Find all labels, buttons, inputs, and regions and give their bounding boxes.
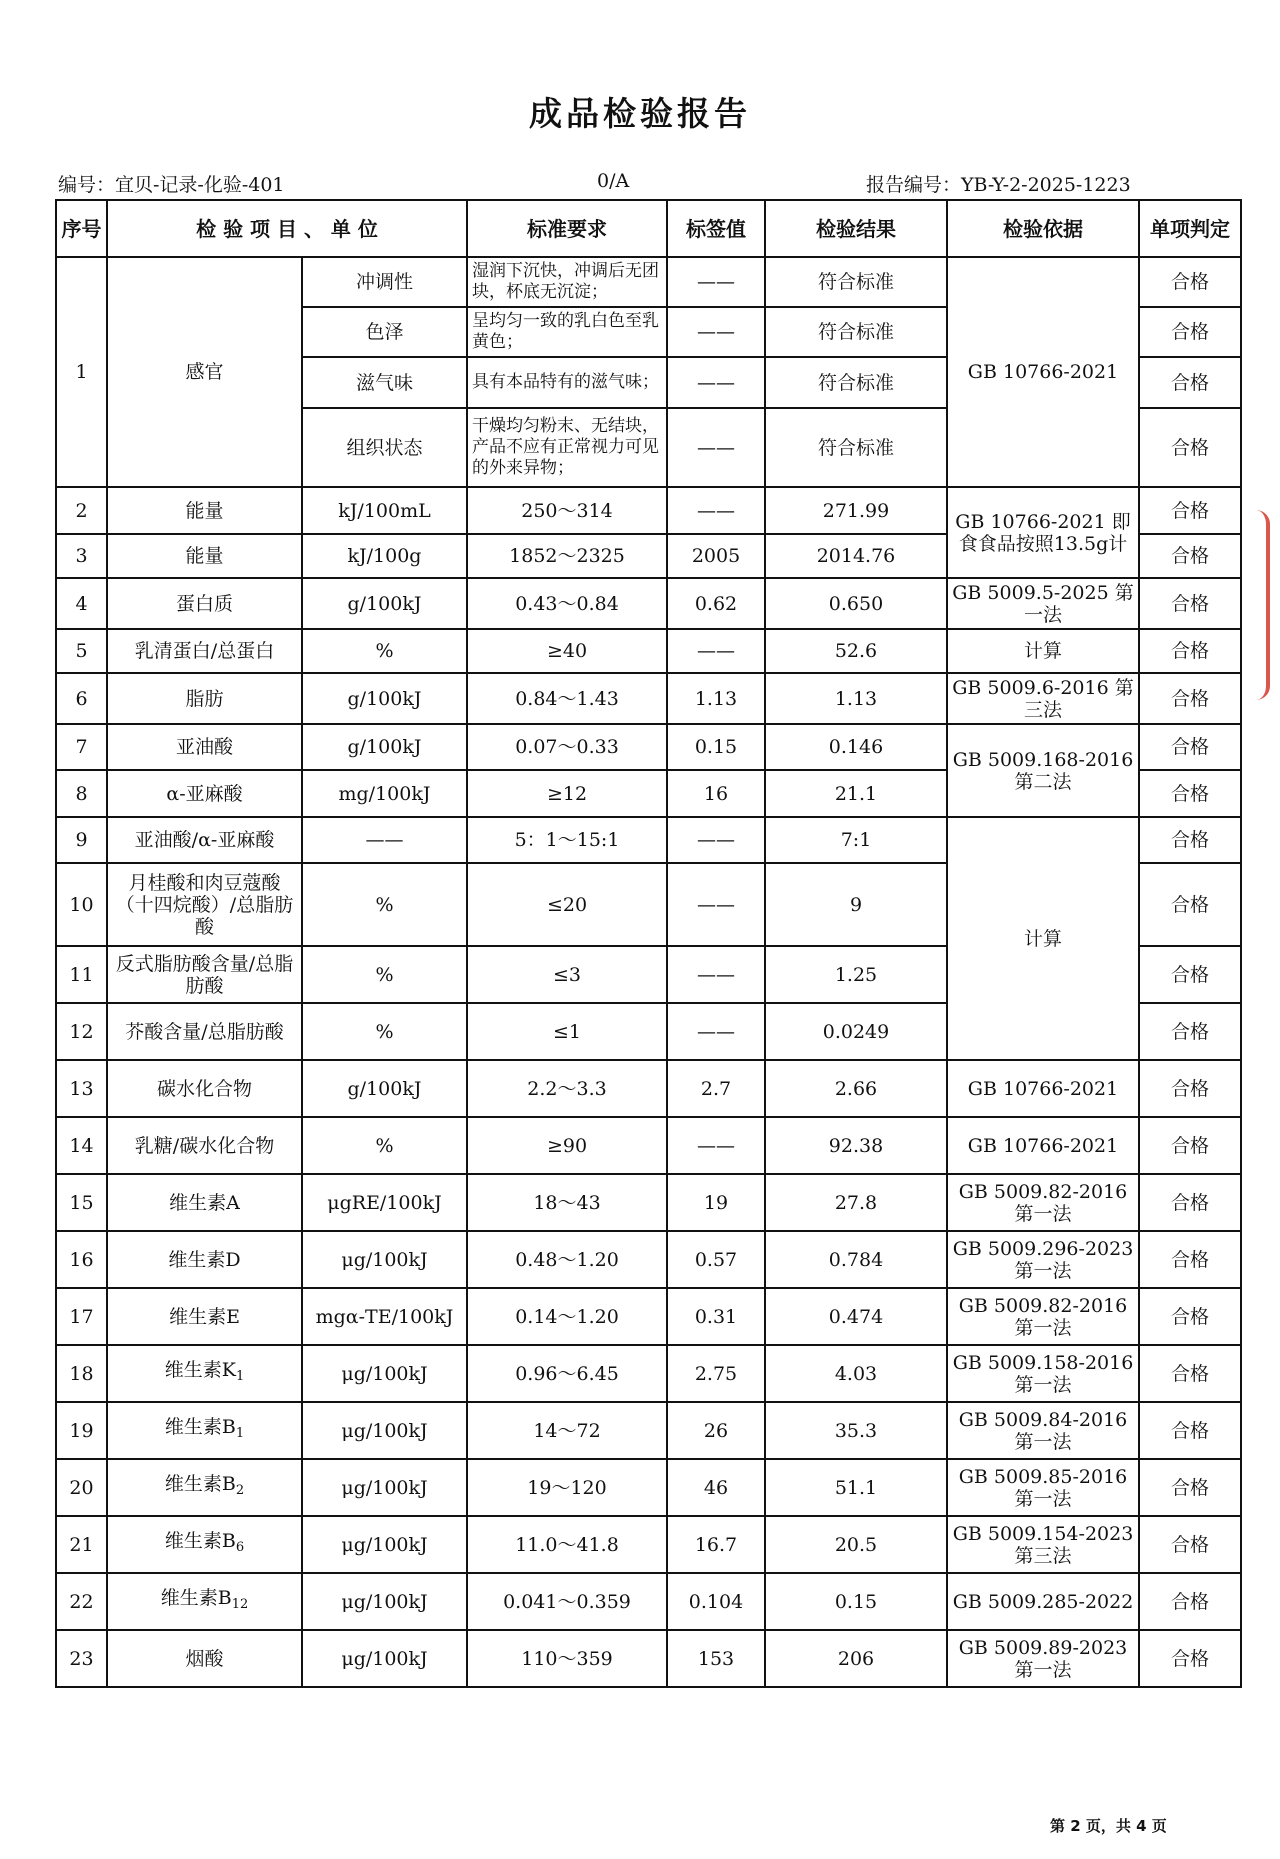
row-judgment: 合格 (1139, 534, 1241, 578)
row-item (107, 1174, 302, 1231)
row-seq: 17 (56, 1288, 107, 1345)
row-unit: μg/100kJ (302, 1573, 467, 1630)
table-row (56, 1402, 1241, 1459)
row-seq: 13 (56, 1060, 107, 1117)
col-standard: 标准要求 (467, 200, 667, 257)
row-standard: 1852～2325 (467, 534, 667, 578)
item-name: 蛋白质 (175, 592, 233, 615)
row-item (107, 1117, 302, 1174)
item-name: 乳清蛋白/总蛋白 (134, 640, 275, 662)
row-item (107, 487, 302, 534)
item-name: 能量 (185, 499, 224, 522)
row-label-value: 0.15 (667, 724, 765, 770)
row-result: 51.1 (765, 1459, 947, 1516)
row-judgment: 合格 (1139, 1459, 1241, 1516)
col-result: 检验结果 (765, 200, 947, 257)
row-result: 271.99 (765, 487, 947, 534)
row-standard: ≥90 (467, 1117, 667, 1174)
table-row (56, 629, 1241, 673)
row-label-value: —— (667, 487, 765, 534)
row-basis: GB 5009.85-2016 第一法 (947, 1459, 1139, 1516)
row-standard: 0.48～1.20 (467, 1231, 667, 1288)
table-row (56, 1174, 1241, 1231)
row-standard: 0.14～1.20 (467, 1288, 667, 1345)
item-name: 维生素K (164, 1359, 236, 1381)
row-result: 92.38 (765, 1117, 947, 1174)
row-unit: % (302, 863, 467, 946)
row-unit: g/100kJ (302, 1060, 467, 1117)
row-seq: 22 (56, 1573, 107, 1630)
row-seq: 11 (56, 946, 107, 1003)
row-label-value: 0.57 (667, 1231, 765, 1288)
row-standard: 0.96～6.45 (467, 1345, 667, 1402)
row-item (107, 1573, 302, 1630)
row-result: 27.8 (765, 1174, 947, 1231)
row-judgment: 合格 (1139, 357, 1241, 408)
row-unit: % (302, 1003, 467, 1060)
row-seq: 7 (56, 724, 107, 770)
row-label-value: —— (667, 1117, 765, 1174)
row-sub-item: 色泽 (302, 307, 467, 357)
row-basis: GB 5009.84-2016 第一法 (947, 1402, 1139, 1459)
row-result: 2.66 (765, 1060, 947, 1117)
row-label-value: 0.62 (667, 578, 765, 629)
row-result: 9 (765, 863, 947, 946)
item-name: 脂肪 (185, 687, 224, 710)
row-seq: 16 (56, 1231, 107, 1288)
row-judgment: 合格 (1139, 724, 1241, 770)
row-unit: μg/100kJ (302, 1516, 467, 1573)
row-basis: GB 5009.82-2016 第一法 (947, 1288, 1139, 1345)
row-judgment: 合格 (1139, 673, 1241, 724)
row-judgment: 合格 (1139, 1573, 1241, 1630)
row-item (107, 1060, 302, 1117)
row-standard: 19～120 (467, 1459, 667, 1516)
report-title: 成品检验报告 (529, 94, 751, 133)
row-item (107, 724, 302, 770)
row-seq: 18 (56, 1345, 107, 1402)
table-row (56, 1573, 1241, 1630)
table-row (56, 578, 1241, 629)
row-label-value: 16 (667, 770, 765, 817)
row-judgment: 合格 (1139, 1117, 1241, 1174)
row-item (107, 629, 302, 673)
item-name: 维生素D (168, 1248, 241, 1271)
row-basis: GB 5009.158-2016 第一法 (947, 1345, 1139, 1402)
row-result: 符合标准 (765, 408, 947, 487)
row-unit: μg/100kJ (302, 1345, 467, 1402)
row-seq: 3 (56, 534, 107, 578)
col-basis: 检验依据 (947, 200, 1139, 257)
table-row (56, 1117, 1241, 1174)
row-label-value: —— (667, 1003, 765, 1060)
table-row (56, 257, 1241, 307)
item-name: 月桂酸和肉豆蔻酸（十四烷酸）/总脂肪酸 (115, 871, 294, 938)
row-basis: GB 5009.6-2016 第三法 (947, 673, 1139, 724)
row-basis: GB 5009.168-2016 第二法 (947, 724, 1139, 817)
row-unit: μg/100kJ (302, 1402, 467, 1459)
item-name: 亚油酸 (175, 736, 233, 758)
row-basis: GB 5009.154-2023 第三法 (947, 1516, 1139, 1573)
item-name: 维生素B (164, 1416, 236, 1438)
row-seq: 20 (56, 1459, 107, 1516)
row-standard: 具有本品特有的滋气味； (467, 357, 667, 408)
row-item (107, 1003, 302, 1060)
row-standard: ≤20 (467, 863, 667, 946)
row-judgment: 合格 (1139, 863, 1241, 946)
item-name: 烟酸 (185, 1647, 224, 1670)
row-seq: 1 (56, 257, 107, 487)
row-item (107, 578, 302, 629)
item-name: 乳糖/碳水化合物 (134, 1134, 275, 1157)
row-result: 20.5 (765, 1516, 947, 1573)
row-judgment: 合格 (1139, 1345, 1241, 1402)
col-label-value: 标签值 (667, 200, 765, 257)
row-item (107, 1459, 302, 1516)
row-judgment: 合格 (1139, 1288, 1241, 1345)
table-row (56, 1060, 1241, 1117)
row-unit: g/100kJ (302, 578, 467, 629)
item-name: 维生素B (160, 1587, 232, 1609)
row-standard: 18～43 (467, 1174, 667, 1231)
row-basis: GB 5009.82-2016 第一法 (947, 1174, 1139, 1231)
row-standard: ≤3 (467, 946, 667, 1003)
report-number: 报告编号：YB-Y-2-2025-1223 (866, 174, 1131, 196)
item-name: 反式脂肪酸含量/总脂肪酸 (115, 952, 294, 997)
row-item (107, 1630, 302, 1687)
row-basis: GB 10766-2021 即食食品按照13.5g计 (947, 487, 1139, 578)
row-label-value: 153 (667, 1630, 765, 1687)
row-judgment: 合格 (1139, 307, 1241, 357)
row-item (107, 770, 302, 817)
row-result: 符合标准 (765, 357, 947, 408)
row-judgment: 合格 (1139, 408, 1241, 487)
row-label-value: —— (667, 357, 765, 408)
row-label-value: 1.13 (667, 673, 765, 724)
row-judgment: 合格 (1139, 578, 1241, 629)
row-unit: μg/100kJ (302, 1630, 467, 1687)
row-seq: 5 (56, 629, 107, 673)
red-seal-stamp (1246, 510, 1270, 700)
row-seq: 2 (56, 487, 107, 534)
row-judgment: 合格 (1139, 817, 1241, 863)
row-judgment: 合格 (1139, 1060, 1241, 1117)
row-judgment: 合格 (1139, 1630, 1241, 1687)
item-name: 能量 (185, 545, 224, 567)
row-result: 0.784 (765, 1231, 947, 1288)
row-standard: 110～359 (467, 1630, 667, 1687)
row-label-value: —— (667, 257, 765, 307)
row-label-value: 2.7 (667, 1060, 765, 1117)
row-label-value: 26 (667, 1402, 765, 1459)
table-row (56, 724, 1241, 770)
row-standard: 11.0～41.8 (467, 1516, 667, 1573)
item-name: 维生素E (169, 1305, 240, 1328)
row-basis: GB 10766-2021 (947, 257, 1139, 487)
row-label-value: —— (667, 863, 765, 946)
row-label-value: 19 (667, 1174, 765, 1231)
row-item (107, 946, 302, 1003)
row-standard: 干燥均匀粉末、无结块，产品不应有正常视力可见的外来异物； (467, 408, 667, 487)
row-result: 52.6 (765, 629, 947, 673)
row-item (107, 534, 302, 578)
row-item (107, 1402, 302, 1459)
row-basis: GB 5009.89-2023 第一法 (947, 1630, 1139, 1687)
row-judgment: 合格 (1139, 1402, 1241, 1459)
row-result: 0.146 (765, 724, 947, 770)
row-standard: 14～72 (467, 1402, 667, 1459)
row-judgment: 合格 (1139, 770, 1241, 817)
row-basis: GB 5009.5-2025 第一法 (947, 578, 1139, 629)
row-unit: μg/100kJ (302, 1231, 467, 1288)
row-standard: 0.07～0.33 (467, 724, 667, 770)
row-label-value: —— (667, 629, 765, 673)
item-name: 亚油酸/α-亚麻酸 (134, 829, 275, 851)
row-result: 符合标准 (765, 307, 947, 357)
row-basis: GB 10766-2021 (947, 1117, 1139, 1174)
row-judgment: 合格 (1139, 1003, 1241, 1060)
row-result: 21.1 (765, 770, 947, 817)
item-name: 维生素B (164, 1530, 236, 1552)
item-name: α-亚麻酸 (166, 782, 243, 805)
row-unit: —— (302, 817, 467, 863)
table-row (56, 1231, 1241, 1288)
row-label-value: 0.31 (667, 1288, 765, 1345)
row-sub-item: 滋气味 (302, 357, 467, 408)
row-judgment: 合格 (1139, 257, 1241, 307)
item-name: 芥酸含量/总脂肪酸 (125, 1020, 284, 1043)
row-label-value: —— (667, 408, 765, 487)
row-item (107, 1516, 302, 1573)
row-standard: ≥40 (467, 629, 667, 673)
row-unit: kJ/100mL (302, 487, 467, 534)
item-name: 维生素A (169, 1191, 240, 1214)
row-label-value: 2005 (667, 534, 765, 578)
row-seq: 12 (56, 1003, 107, 1060)
row-seq: 23 (56, 1630, 107, 1687)
item-subscript: 1 (235, 1426, 245, 1441)
row-standard: 0.041～0.359 (467, 1573, 667, 1630)
document-version: 0/A (597, 170, 630, 192)
row-item (107, 1231, 302, 1288)
row-basis: 计算 (947, 817, 1139, 1060)
row-result: 1.13 (765, 673, 947, 724)
row-result: 符合标准 (765, 257, 947, 307)
row-standard: 湿润下沉快，冲调后无团块，杯底无沉淀； (467, 257, 667, 307)
row-seq: 14 (56, 1117, 107, 1174)
document-code: 编号：宜贝-记录-化验-401 (58, 174, 285, 196)
row-seq: 8 (56, 770, 107, 817)
row-sub-item: 组织状态 (302, 408, 467, 487)
row-seq: 15 (56, 1174, 107, 1231)
table-row (56, 673, 1241, 724)
row-result: 206 (765, 1630, 947, 1687)
row-judgment: 合格 (1139, 1516, 1241, 1573)
row-result: 35.3 (765, 1402, 947, 1459)
row-standard: 0.43～0.84 (467, 578, 667, 629)
row-label-value: 0.104 (667, 1573, 765, 1630)
row-basis: 计算 (947, 629, 1139, 673)
row-result: 0.650 (765, 578, 947, 629)
item-name: 维生素B (164, 1473, 236, 1495)
row-unit: % (302, 629, 467, 673)
row-unit: μg/100kJ (302, 1459, 467, 1516)
row-label-value: 16.7 (667, 1516, 765, 1573)
row-unit: mg/100kJ (302, 770, 467, 817)
row-result: 0.474 (765, 1288, 947, 1345)
row-unit: % (302, 1117, 467, 1174)
row-basis: GB 5009.296-2023 第一法 (947, 1231, 1139, 1288)
row-result: 0.0249 (765, 1003, 947, 1060)
row-label-value: 46 (667, 1459, 765, 1516)
row-item (107, 863, 302, 946)
row-unit: % (302, 946, 467, 1003)
row-seq: 4 (56, 578, 107, 629)
row-standard: 250～314 (467, 487, 667, 534)
row-unit: g/100kJ (302, 724, 467, 770)
row-item (107, 1288, 302, 1345)
page-number: 第 2 页，共 4 页 (1050, 1817, 1167, 1835)
row-judgment: 合格 (1139, 487, 1241, 534)
row-seq: 6 (56, 673, 107, 724)
row-standard: 呈均匀一致的乳白色至乳黄色； (467, 307, 667, 357)
col-judgment: 单项判定 (1139, 200, 1241, 257)
row-label-value: —— (667, 307, 765, 357)
table-row (56, 487, 1241, 534)
row-result: 7:1 (765, 817, 947, 863)
row-standard: 2.2～3.3 (467, 1060, 667, 1117)
row-item (107, 1345, 302, 1402)
row-seq: 9 (56, 817, 107, 863)
table-row (56, 1288, 1241, 1345)
row-seq: 19 (56, 1402, 107, 1459)
item-subscript: 1 (235, 1369, 245, 1384)
row-judgment: 合格 (1139, 1231, 1241, 1288)
row-judgment: 合格 (1139, 1174, 1241, 1231)
table-row (56, 1345, 1241, 1402)
table-header-row (56, 200, 1241, 257)
row-result: 4.03 (765, 1345, 947, 1402)
col-item-unit: 检 验 项 目 、 单 位 (107, 200, 467, 257)
row-unit: g/100kJ (302, 673, 467, 724)
row-standard: 5：1～15:1 (467, 817, 667, 863)
row-sub-item: 冲调性 (302, 257, 467, 307)
item-subscript: 2 (235, 1483, 245, 1498)
row-label-value: —— (667, 946, 765, 1003)
row-standard: ≥12 (467, 770, 667, 817)
table-row (56, 817, 1241, 863)
inspection-table (55, 199, 1242, 1688)
row-label-value: —— (667, 817, 765, 863)
item-subscript: 12 (231, 1597, 249, 1612)
row-unit: mgα-TE/100kJ (302, 1288, 467, 1345)
row-unit: kJ/100g (302, 534, 467, 578)
row-item (107, 817, 302, 863)
row-seq: 21 (56, 1516, 107, 1573)
row-basis: GB 5009.285-2022 (947, 1573, 1139, 1630)
row-unit: μgRE/100kJ (302, 1174, 467, 1231)
row-basis: GB 10766-2021 (947, 1060, 1139, 1117)
table-row (56, 1630, 1241, 1687)
row-result: 2014.76 (765, 534, 947, 578)
row-seq: 10 (56, 863, 107, 946)
table-row (56, 1516, 1241, 1573)
table-row (56, 1459, 1241, 1516)
col-seq: 序号 (56, 200, 107, 257)
row-item: 感官 (107, 257, 302, 487)
item-subscript: 6 (235, 1540, 245, 1555)
row-standard: 0.84～1.43 (467, 673, 667, 724)
row-result: 1.25 (765, 946, 947, 1003)
row-judgment: 合格 (1139, 946, 1241, 1003)
row-item (107, 673, 302, 724)
row-label-value: 2.75 (667, 1345, 765, 1402)
row-judgment: 合格 (1139, 629, 1241, 673)
row-result: 0.15 (765, 1573, 947, 1630)
row-standard: ≤1 (467, 1003, 667, 1060)
item-name: 碳水化合物 (156, 1077, 252, 1100)
